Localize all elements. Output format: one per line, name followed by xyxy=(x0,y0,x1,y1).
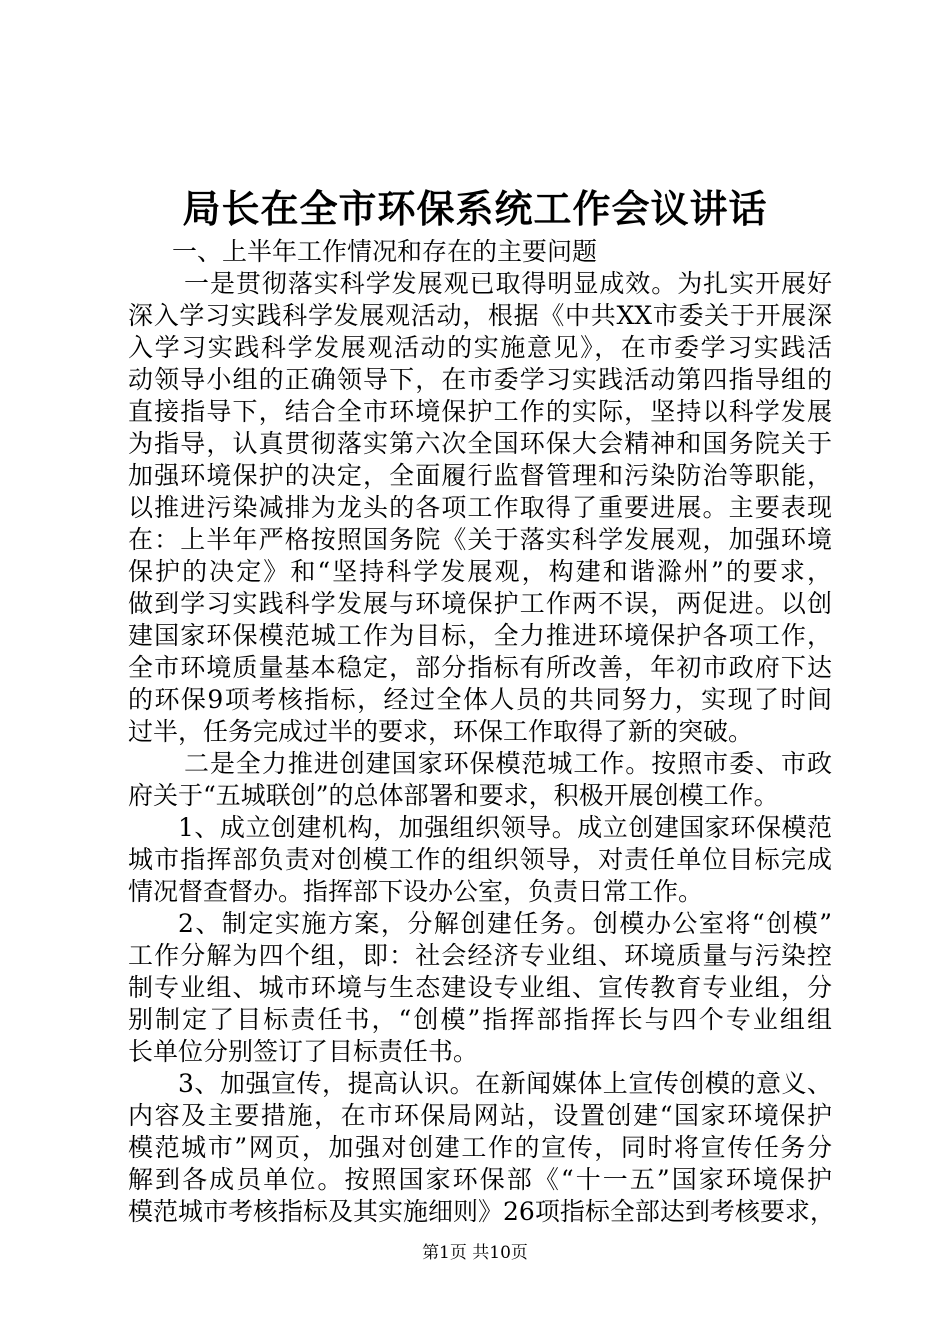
paragraph-line: 模范城市考核指标及其实施细则》26项指标全部达到考核要求， xyxy=(128,1197,835,1226)
paragraph-line: 保护的决定》和“坚持科学发展观，构建和谐滁州”的要求， xyxy=(128,557,832,586)
paragraph-line: 一是贯彻落实科学发展观已取得明显成效。为扎实开展好 xyxy=(184,269,832,298)
paragraph-line: 深入学习实践科学发展观活动，根据《中共XX市委关于开展深 xyxy=(128,301,832,330)
paragraph-line: 入学习实践科学发展观活动的实施意见》，在市委学习实践活 xyxy=(128,333,832,362)
paragraph-line: 在：上半年严格按照国务院《关于落实科学发展观，加强环境 xyxy=(128,525,832,554)
paragraph-line: 为指导，认真贯彻落实第六次全国环保大会精神和国务院关于 xyxy=(128,429,832,458)
paragraph-line: 动领导小组的正确领导下，在市委学习实践活动第四指导组的 xyxy=(128,365,832,394)
paragraph-line: 3、加强宣传，提高认识。在新闻媒体上宣传创模的意义、 xyxy=(178,1069,832,1098)
document-title: 局长在全市环保系统工作会议讲话 xyxy=(182,187,768,231)
paragraph-line: 的环保9项考核指标，经过全体人员的共同努力，实现了时间 xyxy=(128,685,832,714)
paragraph-line: 情况督查督办。指挥部下设办公室，负责日常工作。 xyxy=(128,877,704,906)
paragraph-line: 过半，任务完成过半的要求，环保工作取得了新的突破。 xyxy=(128,717,754,746)
paragraph-line: 解到各成员单位。按照国家环保部《“十一五”国家环境保护 xyxy=(128,1165,832,1194)
page-number-footer: 第1页 共10页 xyxy=(422,1243,528,1263)
paragraph-line: 建国家环保模范城工作为目标，全力推进环境保护各项工作， xyxy=(128,621,832,650)
paragraph-line: 全市环境质量基本稳定，部分指标有所改善，年初市政府下达 xyxy=(128,653,832,682)
paragraph-line: 长单位分别签订了目标责任书。 xyxy=(128,1037,479,1066)
paragraph-line: 制专业组、城市环境与生态建设专业组、宣传教育专业组，分 xyxy=(128,973,832,1002)
paragraph-line: 内容及主要措施，在市环保局网站，设置创建“国家环境保护 xyxy=(128,1101,832,1130)
paragraph-line: 2、制定实施方案，分解创建任务。创模办公室将“创模” xyxy=(178,909,832,938)
paragraph-line: 府关于“五城联创”的总体部署和要求，积极开展创模工作。 xyxy=(128,781,779,810)
paragraph-line: 工作分解为四个组，即：社会经济专业组、环境质量与污染控 xyxy=(128,941,832,970)
paragraph-line: 加强环境保护的决定，全面履行监督管理和污染防治等职能， xyxy=(128,461,832,490)
paragraph-line: 做到学习实践科学发展与环境保护工作两不误，两促进。以创 xyxy=(128,589,832,618)
paragraph-line: 别制定了目标责任书，“创模”指挥部指挥长与四个专业组组 xyxy=(128,1005,832,1034)
paragraph-line: 模范城市”网页，加强对创建工作的宣传，同时将宣传任务分 xyxy=(128,1133,832,1162)
paragraph-line: 二是全力推进创建国家环保模范城工作。按照市委、市政 xyxy=(184,749,832,778)
paragraph-line: 直接指导下，结合全市环境保护工作的实际，坚持以科学发展 xyxy=(128,397,832,426)
document-body xyxy=(128,236,835,1228)
paragraph-line: 以推进污染减排为龙头的各项工作取得了重要进展。主要表现 xyxy=(128,493,832,522)
paragraph-line: 1、成立创建机构，加强组织领导。成立创建国家环保模范 xyxy=(178,813,832,842)
paragraph-line: 城市指挥部负责对创模工作的组织领导，对责任单位目标完成 xyxy=(128,845,832,874)
section-heading: 一、上半年工作情况和存在的主要问题 xyxy=(172,237,598,266)
